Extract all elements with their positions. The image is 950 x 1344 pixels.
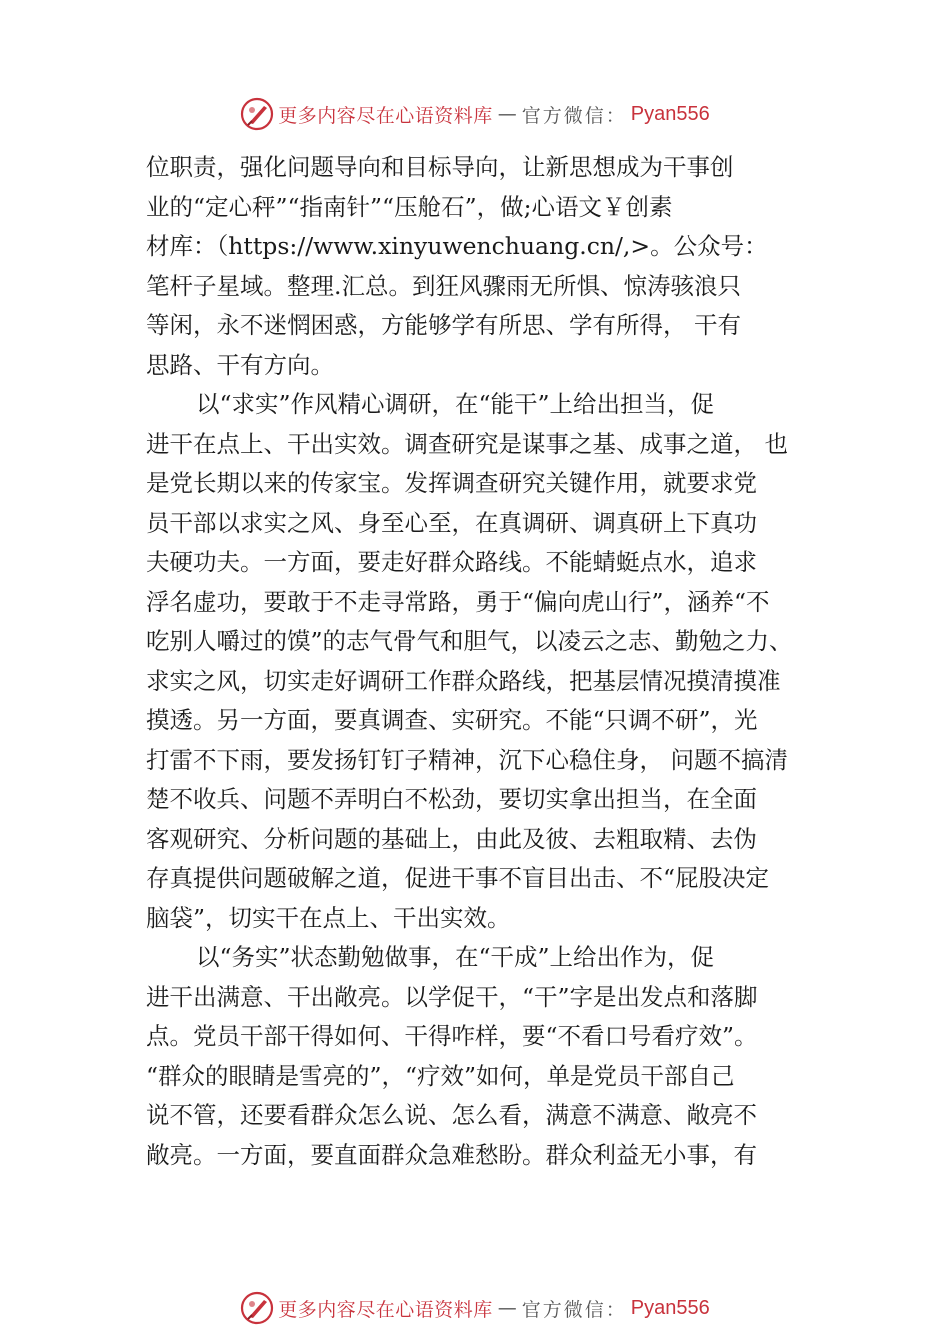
quill-logo-icon xyxy=(240,1291,274,1325)
text-line: 以“求实”作风精心调研，在“能干”上给出担当，促 xyxy=(196,390,715,418)
text-line: 员干部以求实之风、身至心至，在真调研、调真研上下真功 xyxy=(146,508,757,537)
banner-dash: — xyxy=(497,103,517,125)
text-line: 求实之风，切实走好调研工作群众路线，把基层情况摸清摸准 xyxy=(146,666,781,695)
text-line: 以“务实”状态勤勉做事，在“干成”上给出作为，促 xyxy=(196,943,715,971)
banner-brand-text: 更多内容尽在心语资料库 xyxy=(278,104,493,127)
text-line: 材库：（https://www.xinyuwenchuang.cn/,>。公众号： xyxy=(146,232,768,260)
banner-dash: — xyxy=(497,1297,517,1319)
banner-brand-text: 更多内容尽在心语资料库 xyxy=(278,1298,493,1321)
paragraph-2 xyxy=(146,385,826,938)
text-line: 存真提供问题破解之道，促进干事不盲目出击、不“屁股决定 xyxy=(146,864,770,892)
text-line: 打雷不下雨，要发扬钉钉子精神，沉下心稳住身， 问题不搞清 xyxy=(146,745,788,774)
text-line: 进干出满意、干出敞亮。以学促干，“干”字是出发点和落脚 xyxy=(146,982,758,1011)
text-line: 敞亮。一方面，要直面群众急难愁盼。群众利益无小事，有 xyxy=(146,1140,757,1169)
banner-wechat-id: Pyan556 xyxy=(630,102,710,125)
footer-watermark-banner xyxy=(0,1288,950,1328)
text-line: 摸透。另一方面，要真调查、实研究。不能“只调不研”，光 xyxy=(146,706,758,734)
text-line: 点。党员干部干得如何、干得咋样，要“不看口号看疗效”。 xyxy=(146,1022,758,1050)
text-line: 业的“定心秤”“指南针”“压舱石”，做;心语文￥创素 xyxy=(146,192,673,221)
text-line: 说不管，还要看群众怎么说、怎么看，满意不满意、敞亮不 xyxy=(146,1101,757,1129)
text-line: 笔杆子星域。整理.汇总。到狂风骤雨无所惧、惊涛骇浪只 xyxy=(146,271,741,300)
text-line: 浮名虚功，要敢于不走寻常路，勇于“偏向虎山行”，涵养“不 xyxy=(146,587,770,616)
text-line: 客观研究、分析问题的基础上，由此及彼、去粗取精、去伪 xyxy=(146,824,757,853)
header-watermark-banner xyxy=(0,94,950,134)
paragraph-1 xyxy=(146,148,826,385)
paragraph-3 xyxy=(146,938,826,1175)
text-line: 等闲，永不迷惘困惑，方能够学有所思、学有所得， 干有 xyxy=(146,311,741,339)
text-line: “群众的眼睛是雪亮的”，“疗效”如何，单是党员干部自己 xyxy=(146,1061,735,1090)
text-line: 吃别人嚼过的馍”的志气骨气和胆气，以凌云之志、勤勉之力、 xyxy=(146,627,793,655)
quill-logo-icon xyxy=(240,97,274,131)
banner-official-label: 官方微信： xyxy=(521,1298,627,1321)
text-line: 进干在点上、干出实效。调查研究是谋事之基、成事之道， 也 xyxy=(146,429,788,458)
text-line: 夫硬功夫。一方面，要走好群众路线。不能蜻蜓点水，追求 xyxy=(146,548,757,576)
banner-wechat-id: Pyan556 xyxy=(630,1296,710,1319)
text-line: 是党长期以来的传家宝。发挥调查研究关键作用，就要求党 xyxy=(146,469,757,497)
text-line: 脑袋”，切实干在点上、干出实效。 xyxy=(146,903,511,932)
text-line: 楚不收兵、问题不弄明白不松劲，要切实拿出担当，在全面 xyxy=(146,785,757,813)
text-line: 位职责，强化问题导向和目标导向，让新思想成为干事创 xyxy=(146,153,734,181)
text-line: 思路、干有方向。 xyxy=(146,350,334,379)
banner-official-label: 官方微信： xyxy=(521,104,627,127)
document-body xyxy=(146,148,826,1175)
